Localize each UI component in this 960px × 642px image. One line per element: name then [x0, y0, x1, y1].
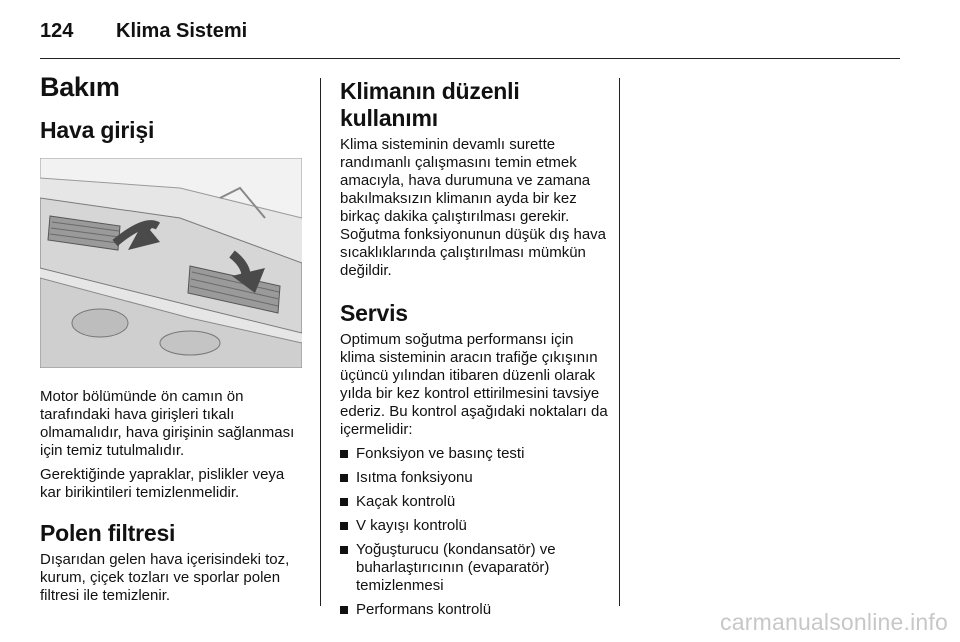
section-title: Klima Sistemi: [116, 20, 248, 42]
air-intake-heading: Hava girişi: [40, 117, 155, 143]
air-intake-paragraph-1: Motor bölümünde ön camın ön tarafındaki hava girişleri tıkalı olmamalıdır, hava girişinin sağlanması için temiz tutulmalıdır.: [40, 388, 295, 459]
list-item-text: Isıtma fonksiyonu: [356, 469, 473, 486]
watermark: carmanualsonline.info: [720, 609, 948, 635]
list-item-text: Yoğuşturucu (kondansatör) ve buharlaştırıcının (evaparatör) temizlenmesi: [356, 541, 556, 594]
middle-column: [340, 78, 608, 619]
list-item: [340, 493, 608, 511]
bullet-square-icon: [340, 498, 348, 506]
regular-use-heading: Klimanın düzenli kullanımı: [340, 78, 520, 131]
list-item-text: Performans kontrolü: [356, 601, 492, 618]
page-number: 124: [40, 20, 74, 42]
list-item: [340, 517, 608, 535]
page-header: [40, 18, 900, 59]
regular-use-paragraph: Klima sisteminin devamlı surette randımanlı çalışmasını temin etmek amacıyla, hava durumuna ve zamana bakılmaksızın klimanın ayda bir kez birkaç dakika çalıştırılması gerekir. Soğutma fonksiyonunun düşük dış hava sıcaklıklarında çalıştırılması mümkün değildir.: [340, 136, 607, 279]
column-divider: [320, 78, 321, 606]
list-item: [340, 445, 608, 463]
bullet-square-icon: [340, 450, 348, 458]
column-divider-right: [619, 78, 620, 606]
service-heading: Servis: [340, 300, 408, 326]
service-paragraph: Optimum soğutma performansı için klima sisteminin aracın trafiğe çıkışının üçüncü yılından itibaren düzenli olarak yılda bir kez kontrol ettirilmesini tavsiye ederiz. Bu kontrol aşağıdaki noktaları da içermelidir:: [340, 331, 608, 438]
maintenance-heading: Bakım: [40, 72, 120, 102]
list-item-text: V kayışı kontrolü: [356, 517, 467, 534]
bullet-square-icon: [340, 546, 348, 554]
service-checklist: [340, 445, 608, 619]
bullet-square-icon: [340, 606, 348, 614]
left-column: [40, 72, 306, 605]
list-item: [340, 601, 608, 619]
list-item-text: Kaçak kontrolü: [356, 493, 456, 510]
bullet-square-icon: [340, 474, 348, 482]
pollen-filter-paragraph: Dışarıdan gelen hava içerisindeki toz, kurum, çiçek tozları ve sporlar polen filtresi ile temizlenir.: [40, 551, 290, 604]
list-item: [340, 541, 608, 595]
air-intake-illustration: [40, 158, 302, 368]
air-intake-paragraph-2: Gerektiğinde yapraklar, pislikler veya kar birikintileri temizlenmelidir.: [40, 466, 285, 501]
bullet-square-icon: [340, 522, 348, 530]
windshield-cowl-drawing: [40, 158, 302, 368]
list-item: [340, 469, 608, 487]
pollen-filter-heading: Polen filtresi: [40, 520, 176, 546]
list-item-text: Fonksiyon ve basınç testi: [356, 445, 525, 462]
